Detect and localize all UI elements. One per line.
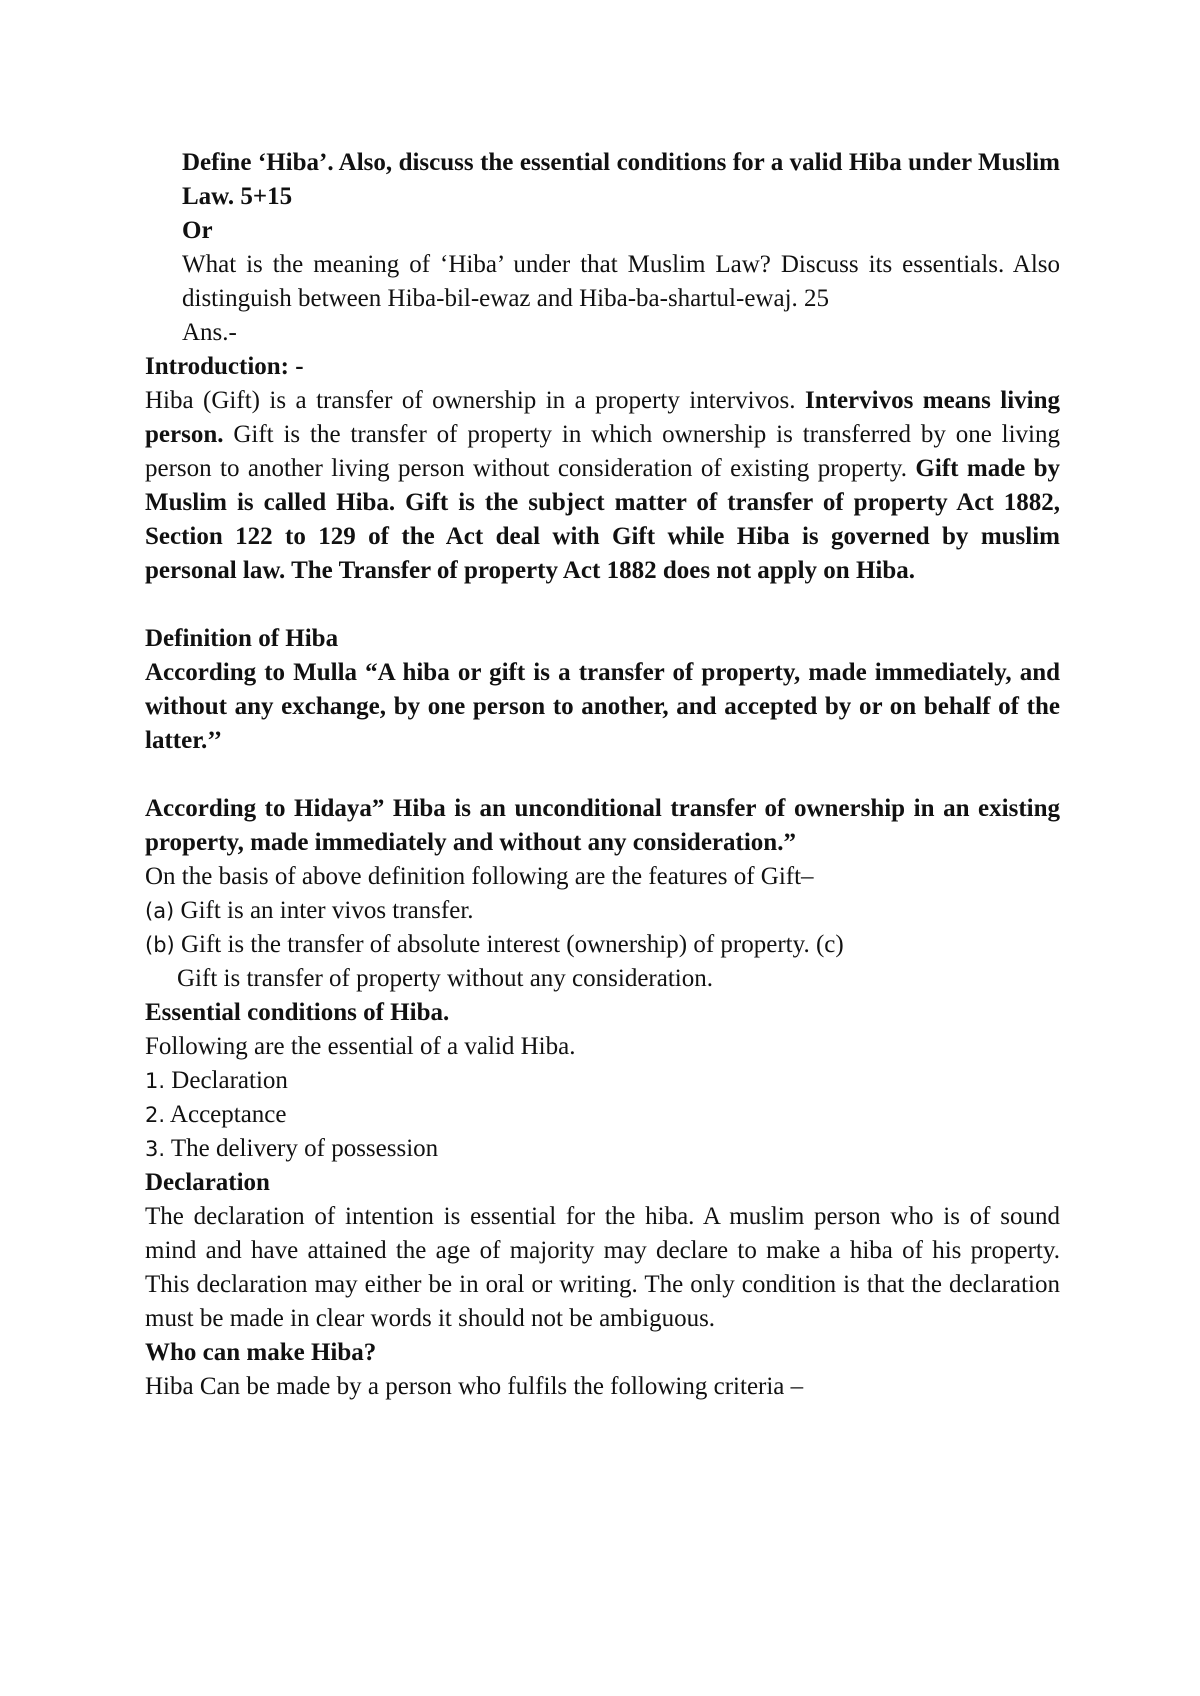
declaration-heading: Declaration [145,1169,270,1196]
definition-mulla: According to Mulla “A hiba or gift is a transfer of property, made immediately, and without any exchange, by one person to another, and accepted by or on behalf of the latter.’’ [145,659,1060,754]
essential-item-2-text: Acceptance [165,1101,287,1128]
spacer [145,758,1060,792]
feature-a [145,894,1060,928]
feature-b-text: Gift is the transfer of absolute interest (ownership) of property. (c) [174,931,844,958]
question-line-1: Define ‘Hiba’. Also, discuss the essential conditions for a valid Hiba under Muslim Law. 5+15 [182,149,1060,210]
essential-item-1 [145,1064,1060,1098]
definition-hidaya: According to Hidaya” Hiba is an unconditional transfer of ownership in an existing property, made immediately and without any consideration.” [145,795,1060,856]
essential-item-1-text: Declaration [165,1067,288,1094]
question-block [182,146,1060,350]
features-intro: On the basis of above definition following are the features of Gift– [145,863,814,890]
definition-heading: Definition of Hiba [145,625,339,652]
essential-item-3-text: The delivery of possession [165,1135,439,1162]
question-line-2: What is the meaning of ‘Hiba’ under that Muslim Law? Discuss its essentials. Also distinguish between Hiba-bil-ewaz and Hiba-ba-shartul-ewaj. 25 [182,251,1060,312]
essential-item-3 [145,1132,1060,1166]
question-or: Or [182,217,213,244]
essentials-intro: Following are the essential of a valid Hiba. [145,1033,576,1060]
introduction-paragraph [145,384,1060,588]
intro-text-1: Hiba (Gift) is a transfer of ownership in a property intervivos. [145,387,805,414]
essential-item-2-marker: 2. [145,1103,166,1127]
feature-a-text: Gift is an inter vivos transfer. [174,897,474,924]
document-page [145,146,1060,1404]
intro-bold-1: Intervivos means living person. [145,387,1060,448]
essential-item-2 [145,1098,1060,1132]
introduction-heading: Introduction: - [145,353,304,380]
who-heading: Who can make Hiba? [145,1339,377,1366]
essential-item-3-marker: 3. [145,1137,166,1161]
spacer [145,588,1060,622]
intro-bold-2: Gift made by Muslim is called Hiba. Gift is the subject matter of transfer of property Act 1882, Section 122 to 129 of the Act deal with Gift while Hiba is governed by muslim personal law. The Transfer of property Act 1882 does not apply on Hiba. [145,455,1060,584]
declaration-paragraph: The declaration of intention is essential for the hiba. A muslim person who is of sound mind and have attained the age of majority may declare to make a hiba of his property. This declaration may either be in oral or writing. The only condition is that the declaration must be made in clear words it should not be ambiguous. [145,1203,1060,1332]
essentials-heading: Essential conditions of Hiba. [145,999,450,1026]
feature-a-marker: (a) [145,899,175,923]
intro-text-2: Gift is the transfer of property in which ownership is transferred by one living person to another living person without consideration of existing property. [145,421,1060,482]
essential-item-1-marker: 1. [145,1069,166,1093]
feature-b-marker: (b) [145,933,175,957]
feature-c: Gift is transfer of property without any consideration. [177,965,713,992]
who-paragraph: Hiba Can be made by a person who fulfils the following criteria – [145,1373,804,1400]
feature-b [145,928,1060,962]
answer-label: Ans.- [182,319,237,346]
